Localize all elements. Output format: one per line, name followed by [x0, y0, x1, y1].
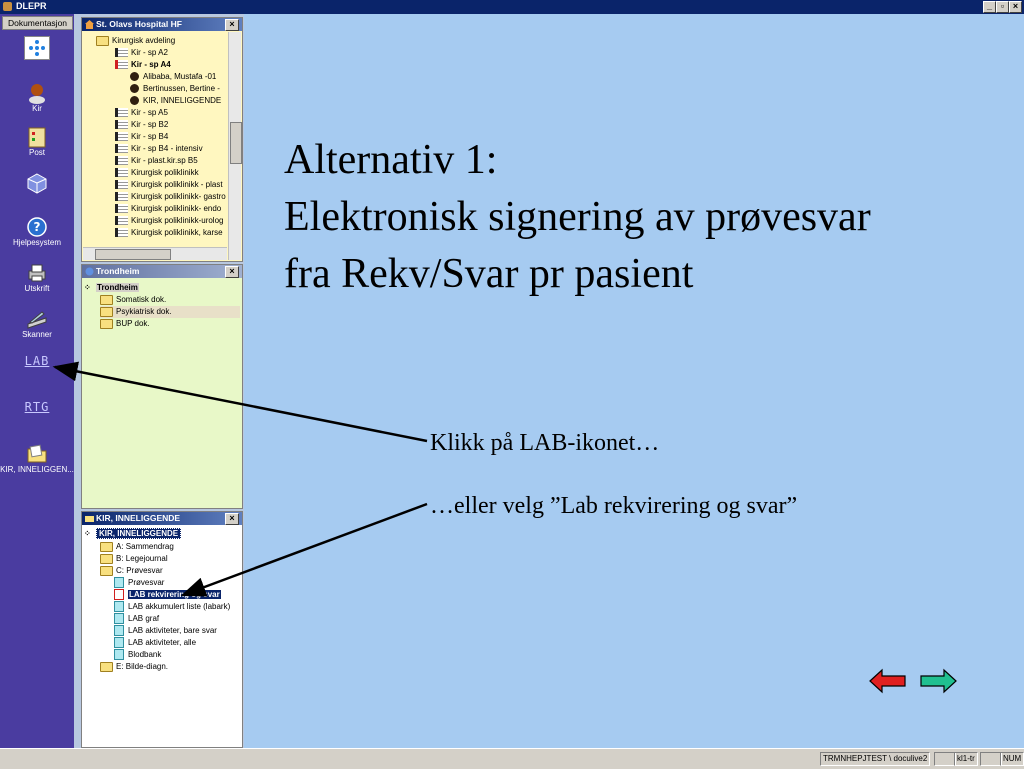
arrow-to-lab-icon [55, 367, 427, 441]
network-icon: ⁘ [84, 283, 91, 292]
slide-title-line2: Elektronisk signering av prøvesvar [284, 194, 871, 240]
tree-item[interactable]: Alibaba, Mustafa -01 [130, 71, 216, 83]
tree-item[interactable]: Kir - sp A5 [115, 107, 168, 119]
svg-text:?: ? [33, 220, 41, 234]
panel-st-olavs-close-button[interactable]: × [225, 19, 239, 31]
panel-trondheim-title: Trondheim [96, 266, 140, 276]
tree-root[interactable]: ⁘ KIR, INNELIGGENDE [84, 528, 181, 540]
dokumentasjon-tab[interactable]: Dokumentasjon [2, 16, 73, 30]
tree-item[interactable]: Somatisk dok. [100, 294, 166, 306]
tree-item[interactable]: Blodbank [114, 649, 161, 661]
panel-trondheim-close-button[interactable]: × [225, 266, 239, 278]
tree-item[interactable]: LAB akkumulert liste (labark) [114, 601, 230, 613]
arrow-right-icon [921, 670, 956, 692]
lab-text-icon: LAB [24, 354, 50, 368]
status-terminal: kl1-tr [954, 752, 978, 766]
tree-item[interactable]: A: Sammendrag [100, 541, 174, 553]
post-label: Post [28, 148, 45, 157]
tree-item[interactable]: BUP dok. [100, 318, 150, 330]
tree-item[interactable]: LAB aktiviteter, alle [114, 637, 196, 649]
help-label: Hjelpesystem [12, 238, 61, 247]
status-user: TRMNHEPJTEST \ doculive2 [820, 752, 930, 766]
tree-item[interactable]: LAB graf [114, 613, 159, 625]
tree-item[interactable]: C: Prøvesvar [100, 565, 163, 577]
kir-label: Kir [32, 104, 42, 113]
network-icon: ⁘ [84, 529, 91, 538]
tree-item[interactable]: Kir - sp B4 - intensiv [115, 143, 203, 155]
status-bar [0, 748, 1024, 769]
prev-slide-button[interactable] [868, 668, 908, 694]
panel-kir-close-button[interactable]: × [225, 513, 239, 525]
panel-kir-title: KIR, INNELIGGENDE [96, 513, 181, 523]
tree-item-selected[interactable]: LAB rekvirering og svar [114, 589, 221, 601]
tree-item[interactable]: Prøvesvar [114, 577, 164, 589]
tree-item[interactable]: Kir - sp B2 [115, 119, 168, 131]
panel-st-olavs-title: St. Olavs Hospital HF [96, 19, 182, 29]
tree-item[interactable]: Kirurgisk poliklinikk, karse [115, 227, 227, 239]
tree-root[interactable]: ⁘ Trondheim [84, 283, 138, 292]
arrow-to-lab-menu [183, 504, 427, 595]
tree-item[interactable]: E: Bilde-diagn. [100, 661, 168, 673]
window-title: DLEPR [16, 1, 47, 11]
arrow-left-icon [870, 670, 905, 692]
tree-item[interactable]: Kirurgisk poliklinikk- gastro [115, 191, 227, 203]
scanner-label: Skanner [22, 330, 52, 339]
status-num: NUM [1000, 752, 1024, 766]
tree-item[interactable]: Kir - sp B4 [115, 131, 168, 143]
slide-title-line3: fra Rekv/Svar pr pasient [284, 251, 694, 297]
close-button[interactable]: × [1009, 1, 1022, 13]
tree-item[interactable]: Bertinussen, Bertine - [130, 83, 220, 95]
status-empty2 [980, 752, 1002, 766]
tree-item[interactable]: Kirurgisk poliklinikk- endo [115, 203, 227, 215]
tree-item[interactable]: Kirurgisk poliklinikk [115, 167, 199, 179]
tree-item[interactable]: Kir - plast.kir.sp B5 [115, 155, 198, 167]
minimize-button[interactable]: _ [983, 1, 996, 13]
tree-item-selected[interactable]: Kir - sp A4 [115, 59, 171, 71]
tree-item[interactable]: Kir - sp A2 [115, 47, 168, 59]
caption-lab-menu: …eller velg ”Lab rekvirering og svar” [430, 493, 798, 519]
tree-item[interactable]: Psykiatrisk dok. [100, 306, 240, 318]
tree-item[interactable]: Kirurgisk poliklinikk - plast [115, 179, 227, 191]
print-label: Utskrift [24, 284, 50, 293]
tree-item[interactable]: B: Legejournal [100, 553, 168, 565]
kir-inneliggende-label: KIR, INNELIGGEN... [0, 465, 74, 474]
next-slide-button[interactable] [918, 668, 958, 694]
tree-item[interactable]: KIR, INNELIGGENDE [130, 95, 221, 107]
rtg-text-icon: RTG [24, 400, 50, 414]
tree-item[interactable]: Kirurgisk avdeling [96, 35, 175, 47]
status-empty [934, 752, 956, 766]
restore-button[interactable]: ▫ [996, 1, 1009, 13]
tree-item[interactable]: Kirurgisk poliklinikk-urolog [115, 215, 227, 227]
tree-item[interactable]: LAB aktiviteter, bare svar [114, 625, 217, 637]
slide-title-line1: Alternativ 1: [284, 137, 498, 183]
caption-lab-icon: Klikk på LAB-ikonet… [430, 430, 660, 456]
